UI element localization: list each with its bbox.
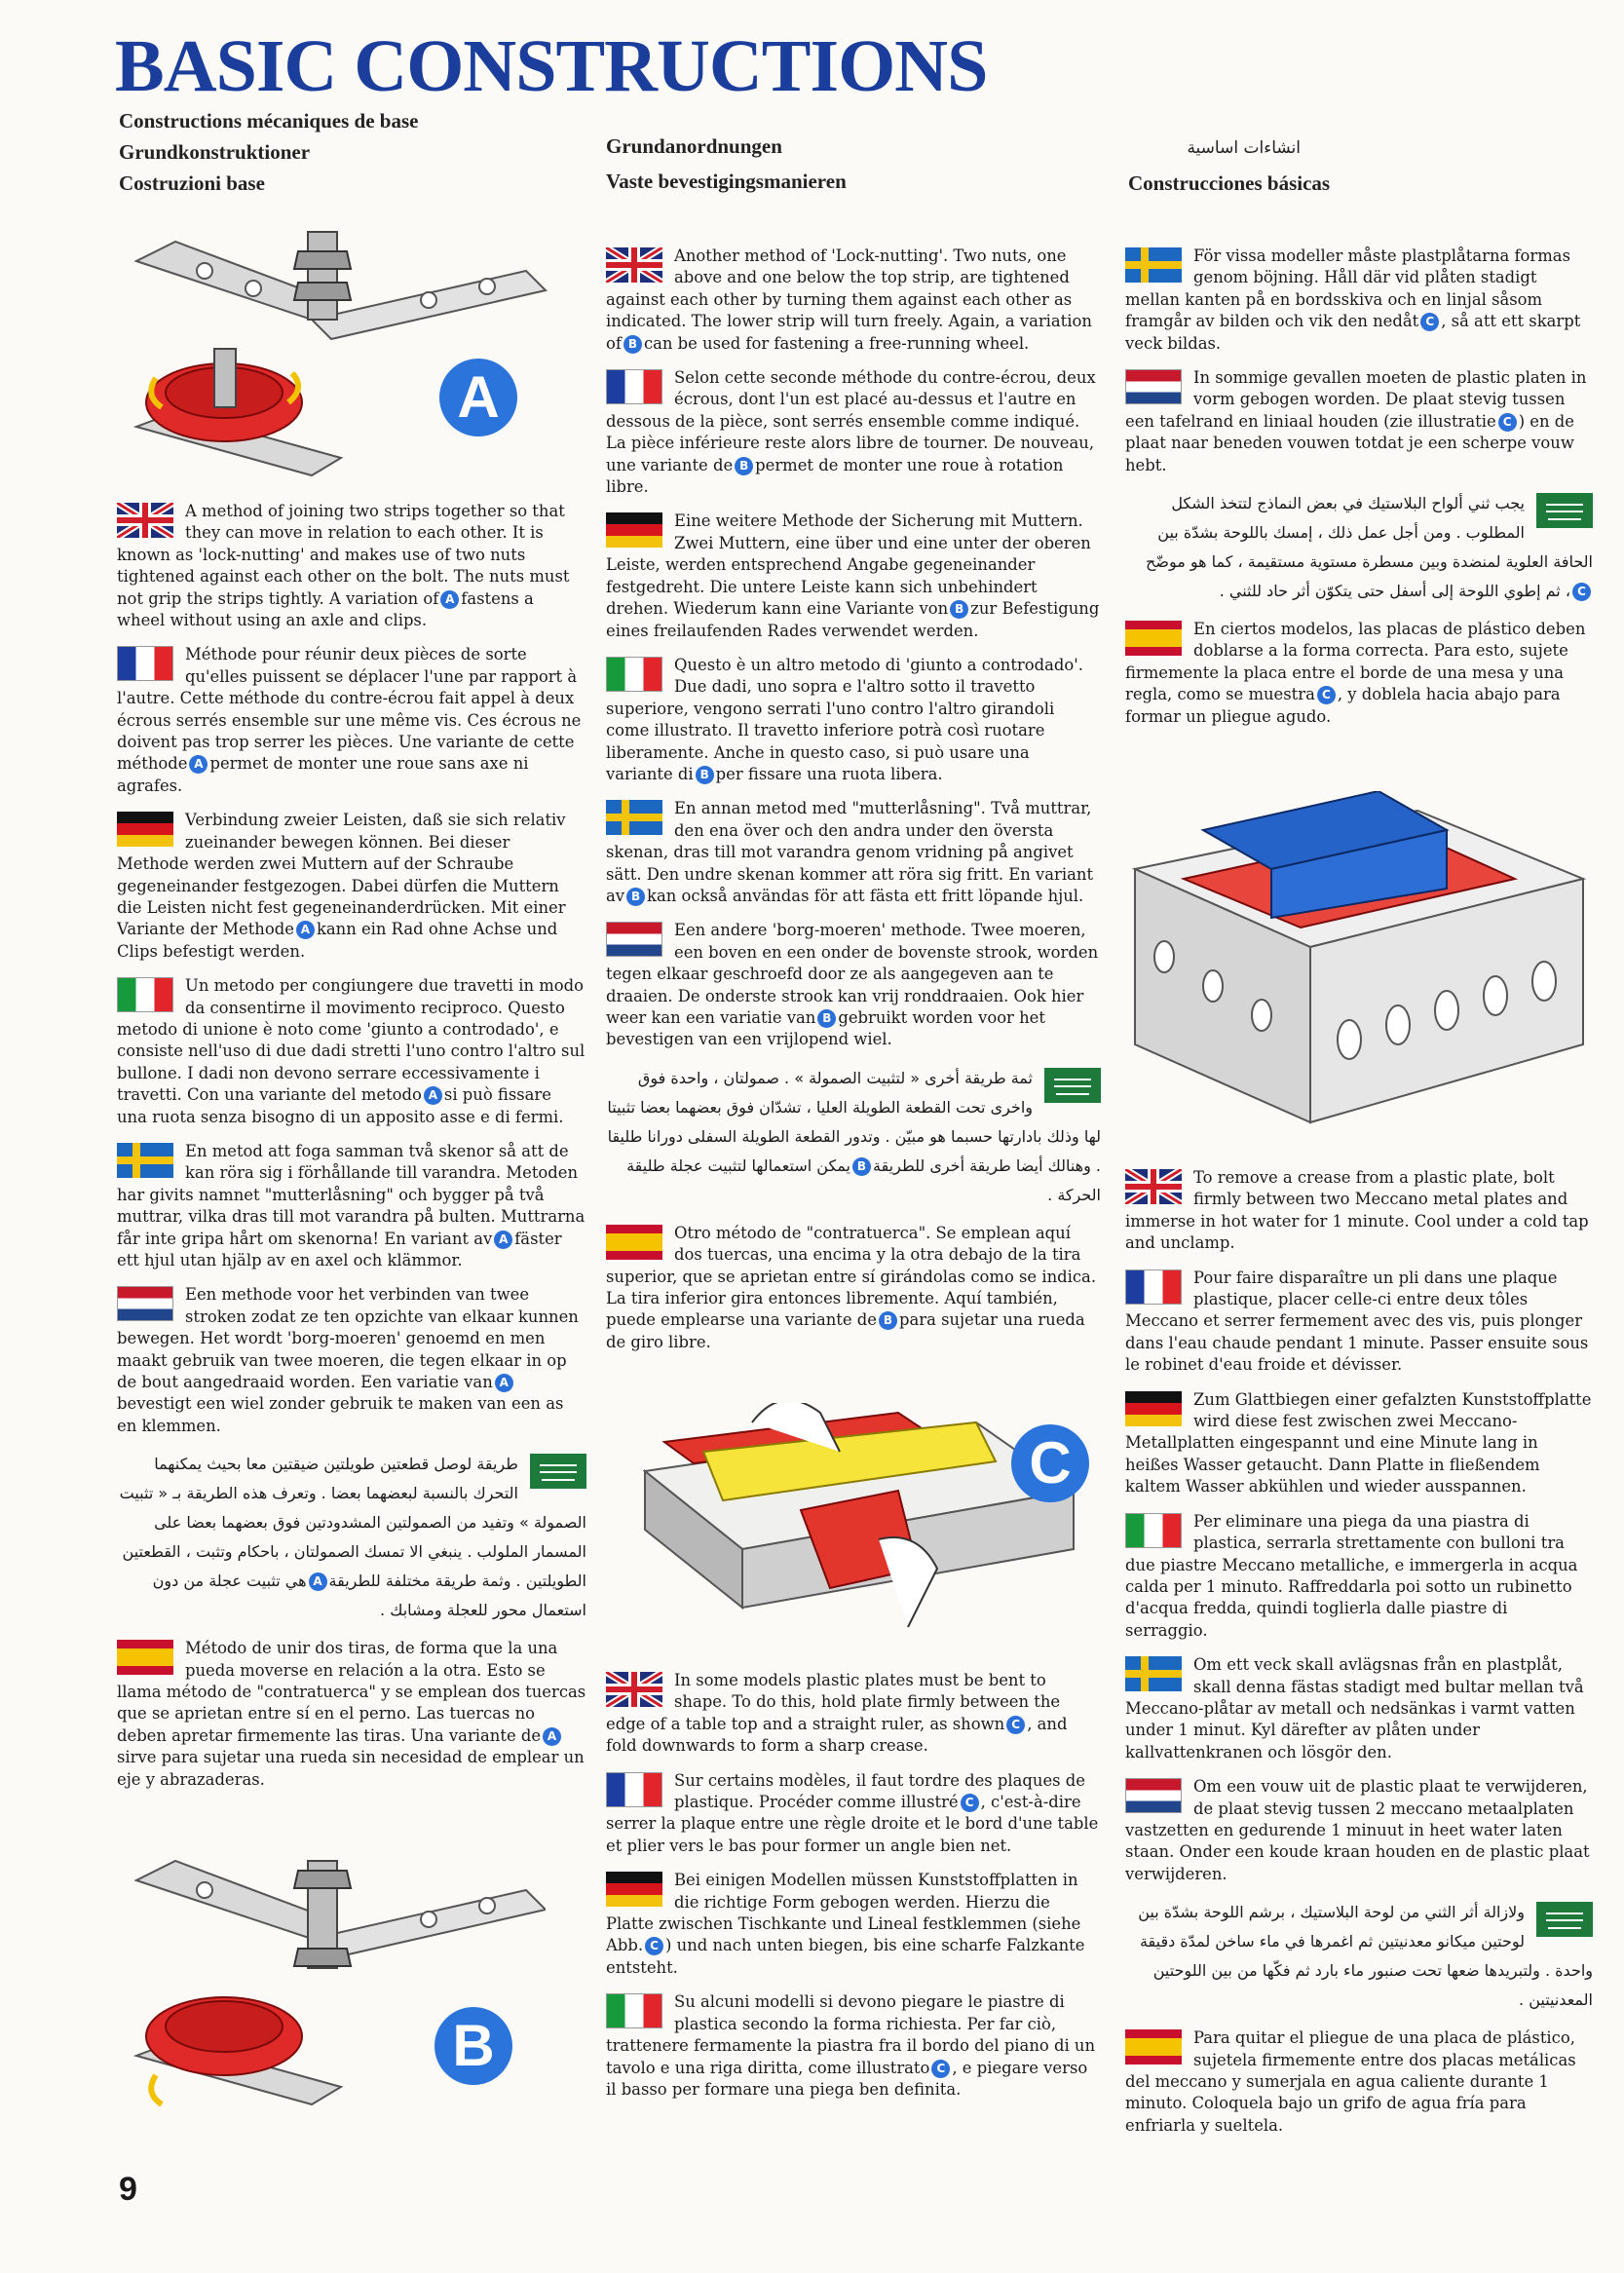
paragraph-nl-b: Een andere 'borg-moeren' methode. Twee moeren, een boven en een onder de bovenste strook, worden tegen elkaar geschroefd door ze als aangegeven aan te draaien. De onderste strook kan vrij ronddraaien. Ook hier weer kan een variatie van B gebruikt worden voor het bevestigen van een vrijlopend wiel. [606,921,1099,1049]
germany-flag-icon [117,812,173,847]
ref-b-icon: B [879,1311,897,1330]
paragraph-it-a: Un metodo per congiungere due travetti in modo da consentirne il movimento reciproco. Questo metodo di unione è noto come 'giunto a controdado', e consiste nell'uso di due dadi stretti l'uno contro l'altro sul bullone. I dadi non devono serrare eccessivamente i travetti. Con una variante del metodo A si può fissare una ruota senza bisogno di un apposito asse e di fermi. [117,976,585,1126]
subtitle-fr: Constructions mécaniques de base [119,109,419,133]
paragraph-it-c: Su alcuni modelli si devono piegare le piastre di plastica secondo la forma richiesta. Per far ciò, trattenere fermamente la piastra fra il bordo del piano di un tavolo e una riga diritta, come illustrato C , e piegare verso il basso per formare una piega ben definita. [606,1992,1096,2099]
subtitle-ar: انشاءات اساسية [1187,138,1301,158]
column-1 [117,501,586,1803]
italy-flag-icon [1125,1513,1182,1548]
figure-d-illustration [1125,791,1593,1171]
spain-flag-icon [117,1640,173,1675]
france-flag-icon [606,369,662,404]
paragraph-nl-c: In sommige gevallen moeten de plastic platen in vorm gebogen worden. De plaat stevig tussen een tafelrand en liniaal houden (zie illustratie C ) en de plaat naar beneden vouwen totdat je een scherpe vouw hebt. [1125,368,1587,474]
ref-a-icon: A [494,1231,512,1249]
saudi-flag-icon [1044,1068,1101,1103]
column-2-section-b [606,246,1101,1366]
paragraph-en-c: In some models plastic plates must be bent to shape. To do this, hold plate firmly between the edge of a table top and a straight ruler, as shown C , and fold downwards to form a sharp crease. [606,1671,1068,1756]
ref-c-icon: C [961,1794,979,1812]
ref-a-icon: A [296,921,315,939]
uk-flag-icon [606,1672,662,1707]
subtitle-nl: Vaste bevestigingsmanieren [606,170,847,193]
ref-c-icon: C [1420,313,1439,331]
figure-c-badge: C [1011,1424,1089,1502]
uk-flag-icon [1125,1169,1182,1204]
spain-flag-icon [1125,621,1182,656]
paragraph-es-b: Otro método de "contratuerca". Se emplean aquí dos tuercas, una encima y la otra debajo de la tira superior, que se aprietan entre sí girándolas como se indica. La tira inferior gira entonces libremente. Aquí también, puede emplearse una variante de B para sujetar una rueda de giro libre. [606,1223,1097,1351]
paragraph-ar-b: ثمة طريقة أخرى « لتثبيت الصمولة » . صمولتان ، واحدة فوق واخرى تحت القطعة الطويلة العليا ، تشدّان فوق بعضهما بعضا تثبيتا لها وذلك بادارتها حسبما هو مبيّن . وتدور القطعة الطويلة السفلى دورانا طليقا . وهنالك أيضا طريقة أخرى للطريقةBيمكن استعمالها لتثبيت عجلة طليقة الحركة . [607,1068,1101,1204]
ref-b-icon: B [950,600,968,619]
netherlands-flag-icon [606,922,662,957]
netherlands-flag-icon [1125,1778,1182,1813]
sweden-flag-icon [606,800,662,835]
ref-a-icon: A [495,1374,513,1392]
saudi-flag-icon [530,1454,586,1489]
column-2-section-c [606,1670,1101,2113]
italy-flag-icon [606,657,662,692]
paragraph-ar-d: ولازالة أثر الثني من لوحة البلاستيك ، برشم اللوحة بشدّة بين لوحتين ميكانو معدنيتين ثم اغمرها في ماء ساخن لمدّة دقيقة واحدة . ولتبريدها ضعها تحت صنبور ماء بارد ثم فكّها من بين اللوحتين المعدنيتين . [1138,1903,1593,2010]
paragraph-en-b: Another method of 'Lock-nutting'. Two nuts, one above and one below the top strip, are tightened against each other by turning them against each other as indicated. The lower strip will turn freely. Again, a variation of B can be used for fastening a free-running wheel. [606,246,1092,353]
paragraph-es-d: Para quitar el pliegue de una placa de plástico, sujetela firmemente entre dos placas metálicas del meccano y sumerjala en agua caliente durante 1 minuto. Coloquela bajo un grifo de agua fría para enfriarla y sueltela. [1125,2028,1576,2135]
paragraph-se-b: En annan metod med "mutterlåsning". Två muttrar, den ena över och den andra under den översta skenan, dras till mot varandra genom vridning på angivet sätt. Den undre skenan kommer att röra sig fritt. En variant av B kan också användas för att fästa ett fritt löpande hjul. [606,799,1094,905]
france-flag-icon [606,1772,662,1807]
ref-a-icon: A [543,1727,561,1746]
subtitle-da: Grundkonstruktioner [119,140,311,164]
ref-c-icon: C [645,1937,663,1955]
netherlands-flag-icon [1125,369,1182,404]
paragraph-es-c: En ciertos modelos, las placas de plástico deben doblarse a la forma correcta. Para esto, sujete firmemente la placa entre el borde de una mesa y una regla, como se muestra C , y doblela hacia abajo para formar un pliegue agudo. [1125,620,1586,726]
spain-flag-icon [606,1225,662,1260]
paragraph-en-a: A method of joining two strips together so that they can move in relation to each other. It is known as 'lock-nutting' and makes use of two nuts tightened against each other on the bolt. The nuts must not grip the strips tightly. A variation of A fastens a wheel without using an axle and clips. [117,502,570,630]
sweden-flag-icon [117,1143,173,1178]
paragraph-fr-d: Pour faire disparaître un pli dans une plaque plastique, placer celle-ci entre deux tôles Meccano et serrer fermement avec des vis, puis plonger dans l'eau chaude pendant 1 minute. Passer ensuite sous le robinet d'eau froide et dévisser. [1125,1268,1589,1375]
paragraph-fr-a: Méthode pour réunir deux pièces de sorte qu'elles puissent se déplacer l'une par rapport à l'autre. Cette méthode du contre-écrou fait appel à deux écrous serrés ensemble sur une même vis. Ces écrous ne doivent pas trop serrer les pièces. Une variante de cette méthode A permet de monter une roue sans axe ni agrafes. [117,645,582,795]
figure-b-badge: B [434,2007,512,2085]
germany-flag-icon [606,1872,662,1907]
paragraph-nl-d: Om een vouw uit de plastic plaat te verwijderen, de plaat stevig tussen 2 meccano metaalplaten vastzetten en gedurende 1 minuut in heet water laten staan. Onder een koude kraan houden en de plastic plaat verwijderen. [1125,1777,1590,1883]
column-3-section-c [1125,246,1593,740]
paragraph-se-a: En metod att foga samman två skenor så att de kan röra sig i förhållande till varandra. Metoden har givits namnet "mutterlåsning" och bygger på två muttrar, vilka dras till mot varandra på bulten. Muttrarna får inte gripa hårt om skenorna! En variant av A fäster ett hjul utan hjälp av en axel och klämmor. [117,1141,585,1269]
ref-b-icon: B [852,1157,871,1176]
ref-b-icon: B [817,1009,836,1028]
uk-flag-icon [606,247,662,283]
ref-a-icon: A [424,1086,442,1105]
ref-c-icon: C [1498,413,1517,432]
uk-flag-icon [117,503,173,538]
sweden-flag-icon [1125,1656,1182,1691]
figure-a-badge: A [439,359,517,436]
paragraph-se-d: Om ett veck skall avlägsnas från en plastplåt, skall denna fästas stadigt med bultar mellan två Meccano-plåtar av metall och nedsänkas i varmt vatten under 1 minut. Kyl därefter av plåten under kallvattenkranen och lösgör den. [1125,1655,1584,1762]
spain-flag-icon [1125,2029,1182,2065]
paragraph-fr-c: Sur certains modèles, il faut tordre des plaques de plastique. Procéder comme illustré C , c'est-à-dire serrer la plaque entre une règle droite et le bord d'une table et plier vers le bas pour former un angle bien net. [606,1770,1099,1855]
paragraph-ar-a: طريقة لوصل قطعتين طويلتين ضيقتين معا بحيث يمكنهما التحرك بالنسبة لبعضهما بعضا . وتعرف هذه الطريقة بـ « تثبيت الصمولة » وتفيد من الصمولتين المشدودتين فوق بعضهما بعضا على المسمار الملولب . ينبغي الا تمسك الصمولتان ، باحكام وتثبت ، القطعتين الطويلتين . وثمة طريقة مختلفة للطريقةAهي تثبيت عجلة من دون استعمال محور للعجلة ومشابك . [119,1455,586,1620]
paragraph-se-c: För vissa modeller måste plastplåtarna formas genom böjning. Håll där vid plåten stadigt mellan kanten på en bordsskiva och en linjal såsom framgår av bilden och vik den nedåt C , så att ett skarpt veck bildas. [1125,246,1581,353]
saudi-flag-icon [1536,1902,1593,1937]
paragraph-de-c: Bei einigen Modellen müssen Kunststoffplatten in die richtige Form gebogen werden. Hierzu die Platte zwischen Tischkante und Lineal festklemmen (siehe Abb. C ) und nach unten biegen, bis eine scharfe Falzkante entsteht. [606,1871,1085,1977]
paragraph-de-d: Zum Glattbiegen einer gefalzten Kunststoffplatte wird diese fest zwischen zwei Meccano-Metallplatten eingespannt und eine Minute lang in heißes Wasser getaucht. Dann Platte in fließendem kaltem Wasser abkühlen und wieder ausspannen. [1125,1389,1592,1496]
paragraph-it-b: Questo è un altro metodo di 'giunto a controdado'. Due dadi, uno sopra e l'altro sotto il travetto superiore, vengono serrati l'uno contro l'altro girandoli come illustrato. Il travetto inferiore potrà così ruotare liberamente. Anche in questo caso, si può usare una variante di B per fissare una ruota libera. [606,655,1083,783]
paragraph-nl-a: Een methode voor het verbinden van twee stroken zodat ze ten opzichte van elkaar kunnen bewegen. Het wordt 'borg-moeren' genoemd en men maakt gebruik van twee moeren, die tegen elkaar in op de bout aangedraaid worden. Een variatie van Abevestigt een wiel zonder gebruik te maken van een as en klemmen. [117,1285,579,1435]
ref-b-icon: B [626,888,645,906]
paragraph-it-d: Per eliminare una piega da una piastra di plastica, serrarla strettamente con bulloni tra due piastre Meccano metalliche, e immergerla in acqua calda per 1 minuto. Raffreddarla poi sotto un rubinetto d'acqua fredda, quindi toglierla dalle piastre di serraggio. [1125,1511,1578,1640]
subtitle-de: Grundanordnungen [606,134,782,158]
ref-b-icon: B [696,766,714,784]
ref-a-icon: A [309,1572,327,1591]
france-flag-icon [117,646,173,681]
ref-b-icon: B [735,457,753,475]
italy-flag-icon [606,1993,662,2028]
page-title: BASIC CONSTRUCTIONS [115,25,988,107]
paragraph-ar-c: يجب ثني ألواح البلاستيك في بعض النماذج لتتخذ الشكل المطلوب . ومن أجل عمل ذلك ، إمسك باللوحة بشدّة بين الحافة العلوية لمنضدة وبين مسطرة مستوية مستقيمة ، كما هو موضّحC، ثم إطوي اللوحة إلى أسفل حتى يتكوّن أثر حاد للثني . [1146,494,1593,601]
ref-c-icon: C [1317,686,1336,704]
ref-c-icon: C [1006,1716,1025,1734]
ref-a-icon: A [440,590,459,609]
ref-c-icon: C [1572,583,1591,601]
page-number: 9 [119,2171,137,2208]
italy-flag-icon [117,977,173,1012]
figure-b-illustration [117,1841,546,2134]
saudi-flag-icon [1536,493,1593,528]
figure-a-illustration [117,203,575,495]
paragraph-de-b: Eine weitere Methode der Sicherung mit Muttern. Zwei Muttern, eine über und eine unter der oberen Leiste, werden entsprechend Angabe gegeneinander festgedreht. Die untere Leiste kann sich unbehindert drehen. Wiederum kann eine Variante von B zur Befestigung eines freilaufenden Rades verwendet werden. [606,511,1100,640]
sweden-flag-icon [1125,247,1182,283]
paragraph-en-d: To remove a crease from a plastic plate, bolt firmly between two Meccano metal plates and immerse in hot water for 1 minute. Cool under a cold tap and unclamp. [1125,1168,1589,1253]
paragraph-fr-b: Selon cette seconde méthode du contre-écrou, deux écrous, dont l'un est placé au-dessus et l'autre en dessous de la pièce, sont serrés ensemble comme indiqué. La pièce inférieure reste alors libre de tourner. De nouveau, une variante de B permet de monter une roue à rotation libre. [606,368,1096,497]
france-flag-icon [1125,1269,1182,1305]
ref-c-icon: C [931,2060,950,2078]
netherlands-flag-icon [117,1286,173,1321]
ref-b-icon: B [623,335,642,354]
germany-flag-icon [606,512,662,548]
column-3-section-d [1125,1167,1593,2149]
subtitle-es: Construcciones básicas [1128,171,1331,195]
paragraph-es-a: Método de unir dos tiras, de forma que la una pueda moverse en relación a la otra. Esto se llama método de "contratuerca" y se emplean dos tuercas que se aprietan entre sí en el perno. Las tuercas no deben apretar firmemente las tiras. Una variante de Asirve para sujetar una rueda sin necesidad de emplear un eje y abrazaderas. [117,1639,586,1789]
germany-flag-icon [1125,1391,1182,1426]
paragraph-de-a: Verbindung zweier Leisten, daß sie sich relativ zueinander bewegen können. Bei dieser Methode werden zwei Muttern auf der Schraube gegeneinander festgezogen. Dabei dürfen die Muttern die Leisten nicht fest gegeneinanderdrücken. Mit einer Variante der Methode A kann ein Rad ohne Achse und Clips befestigt werden. [117,811,566,961]
ref-a-icon: A [189,755,208,774]
subtitle-it: Costruzioni base [119,171,265,195]
